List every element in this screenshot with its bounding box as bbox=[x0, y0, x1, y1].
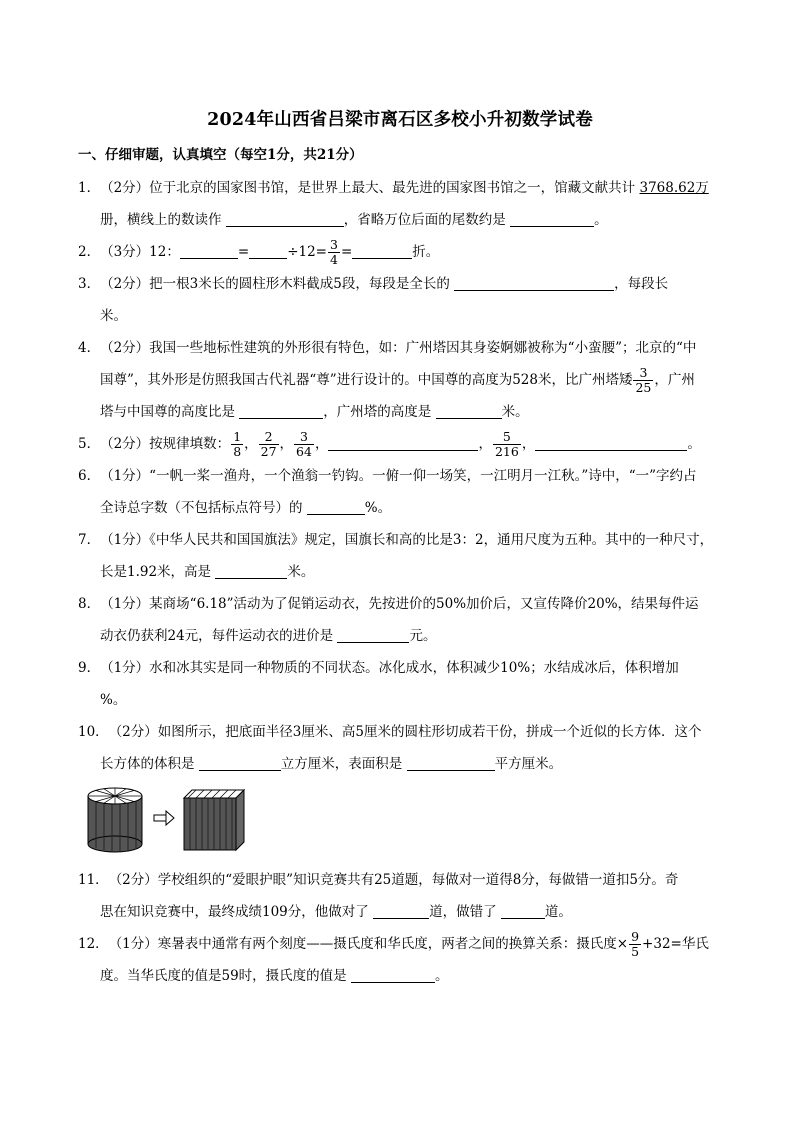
question-12: 12．（1分）寒暑表中通常有两个刻度——摄氏度和华氏度，两者之间的换算关系：摄氏度× $\frac{9}{5}$ +32=华氏 度。当华氏度的值是59时，摄氏度的值是 。 bbox=[78, 929, 709, 984]
fraction: $\frac{1}{8}$ bbox=[233, 429, 242, 459]
answer-blank[interactable] bbox=[180, 242, 238, 259]
cylinder-figure bbox=[86, 784, 266, 854]
question-number: 8． bbox=[78, 596, 101, 612]
fraction: $\frac{5}{216}$ bbox=[494, 429, 519, 459]
question-number: 12． bbox=[78, 936, 109, 952]
arrow-right-icon bbox=[154, 811, 174, 825]
answer-blank[interactable] bbox=[352, 242, 412, 259]
question-number: 5． bbox=[78, 436, 101, 452]
answer-blank[interactable] bbox=[373, 902, 429, 919]
question-number: 11． bbox=[78, 872, 109, 888]
answer-blank[interactable] bbox=[328, 434, 478, 451]
question-number: 6． bbox=[78, 468, 101, 484]
answer-blank[interactable] bbox=[351, 966, 435, 983]
question-1: 1．（2分）位于北京的国家图书馆，是世界上最大、最先进的国家图书馆之一，馆藏文献共计 3768.62万 册，横线上的数读作 ，省略万位后面的尾数约是 。 bbox=[78, 172, 722, 236]
question-6: 6．（1分）“一帆一桨一渔舟，一个渔翁一钓钩。一俯一仰一场笑，一江明月一江秋。”诗中，“一”字约占 全诗总字数（不包括标点符号）的 %。 bbox=[78, 460, 722, 524]
answer-blank[interactable] bbox=[226, 210, 344, 227]
answer-blank[interactable] bbox=[199, 754, 281, 771]
page-title: 2024年山西省吕梁市离石区多校小升初数学试卷 bbox=[207, 110, 593, 130]
question-9: 9．（1分）水和冰其实是同一种物质的不同状态。冰化成水，体积减少10%；水结成冰后，体积增加 %。 bbox=[78, 652, 722, 716]
answer-blank[interactable] bbox=[407, 754, 495, 771]
question-number: 3． bbox=[78, 276, 101, 292]
answer-blank[interactable] bbox=[501, 902, 545, 919]
question-number: 1． bbox=[78, 180, 101, 196]
answer-blank[interactable] bbox=[535, 434, 687, 451]
answer-blank[interactable] bbox=[436, 402, 502, 419]
question-number: 9． bbox=[78, 660, 101, 676]
cylinder-to-cuboid-figure bbox=[86, 784, 722, 858]
fraction: $\frac{9}{5}$ bbox=[631, 929, 640, 959]
fraction: $\frac{3}{4}$ bbox=[330, 237, 338, 267]
question-11: 11．（2分）学校组织的“爱眼护眼”知识竞赛共有25道题，每做对一道得8分，每做错一道扣5分。奇 思在知识竞赛中，最终成绩109分，他做对了 道，做错了 道。 bbox=[78, 864, 722, 928]
cuboid-slices bbox=[184, 790, 244, 850]
fraction: $\frac{2}{27}$ bbox=[260, 429, 277, 459]
fraction: $\frac{3}{25}$ bbox=[635, 365, 652, 395]
answer-blank[interactable] bbox=[510, 210, 594, 227]
answer-blank[interactable] bbox=[249, 242, 287, 259]
underlined-number: 3768.62万 bbox=[639, 180, 709, 196]
answer-blank[interactable] bbox=[337, 626, 409, 643]
fraction: $\frac{3}{64}$ bbox=[296, 429, 312, 459]
section-heading: 一、仔细审题，认真填空（每空1分，共21分） bbox=[78, 147, 363, 163]
question-7: 7．（1分）《中华人民共和国国旗法》规定，国旗长和高的比是3：2，通用尺度为五种。其中的一种尺寸， 长是1.92米，高是 米。 bbox=[78, 524, 722, 588]
question-8: 8．（1分）某商场“6.18”活动为了促销运动衣，先按进价的50%加价后，又宣传降价20%，结果每件运 动衣仍获利24元，每件运动衣的进价是 元。 bbox=[78, 588, 722, 652]
question-number: 7． bbox=[78, 532, 101, 548]
question-number: 4． bbox=[78, 340, 101, 356]
answer-blank[interactable] bbox=[307, 498, 365, 515]
question-2: 2．（3分）12： = ÷12= $\frac{3}{4}$ = 折。 bbox=[78, 237, 440, 267]
question-number: 2． bbox=[78, 244, 101, 260]
answer-blank[interactable] bbox=[454, 274, 614, 291]
question-number: 10． bbox=[78, 724, 109, 740]
question-10: 10．（2分）如图所示，把底面半径3厘米、高5厘米的圆柱形切成若干份，拼成一个近似的长方体．这个 长方体的体积是 立方厘米，表面积是 平方厘米。 bbox=[78, 716, 722, 780]
answer-blank[interactable] bbox=[239, 402, 323, 419]
question-5: 5．（2分）按规律填数： $\frac{1}{8}$ ， $\frac{2}{27}$ ， $\frac{3}{64}$ ， ， $\frac{5}{216}$ ， 。 bbox=[78, 429, 701, 459]
question-4: 4．（2分）我国一些地标性建筑的外形很有特色，如：广州塔因其身姿婀娜被称为“小蛮腰”；北京的“中 国尊”，其外形是仿照我国古代礼器“尊”进行设计的。中国尊的高度为528米，比广州塔矮 $\frac{3}{25}$ ，广州 塔与中国尊的高度比是 ，广州塔的高度是 米。 bbox=[78, 332, 722, 428]
answer-blank[interactable] bbox=[215, 562, 287, 579]
question-3: 3．（2分）把一根3米长的圆柱形木料截成5段，每段是全长的 ，每段长 米。 bbox=[78, 268, 722, 332]
